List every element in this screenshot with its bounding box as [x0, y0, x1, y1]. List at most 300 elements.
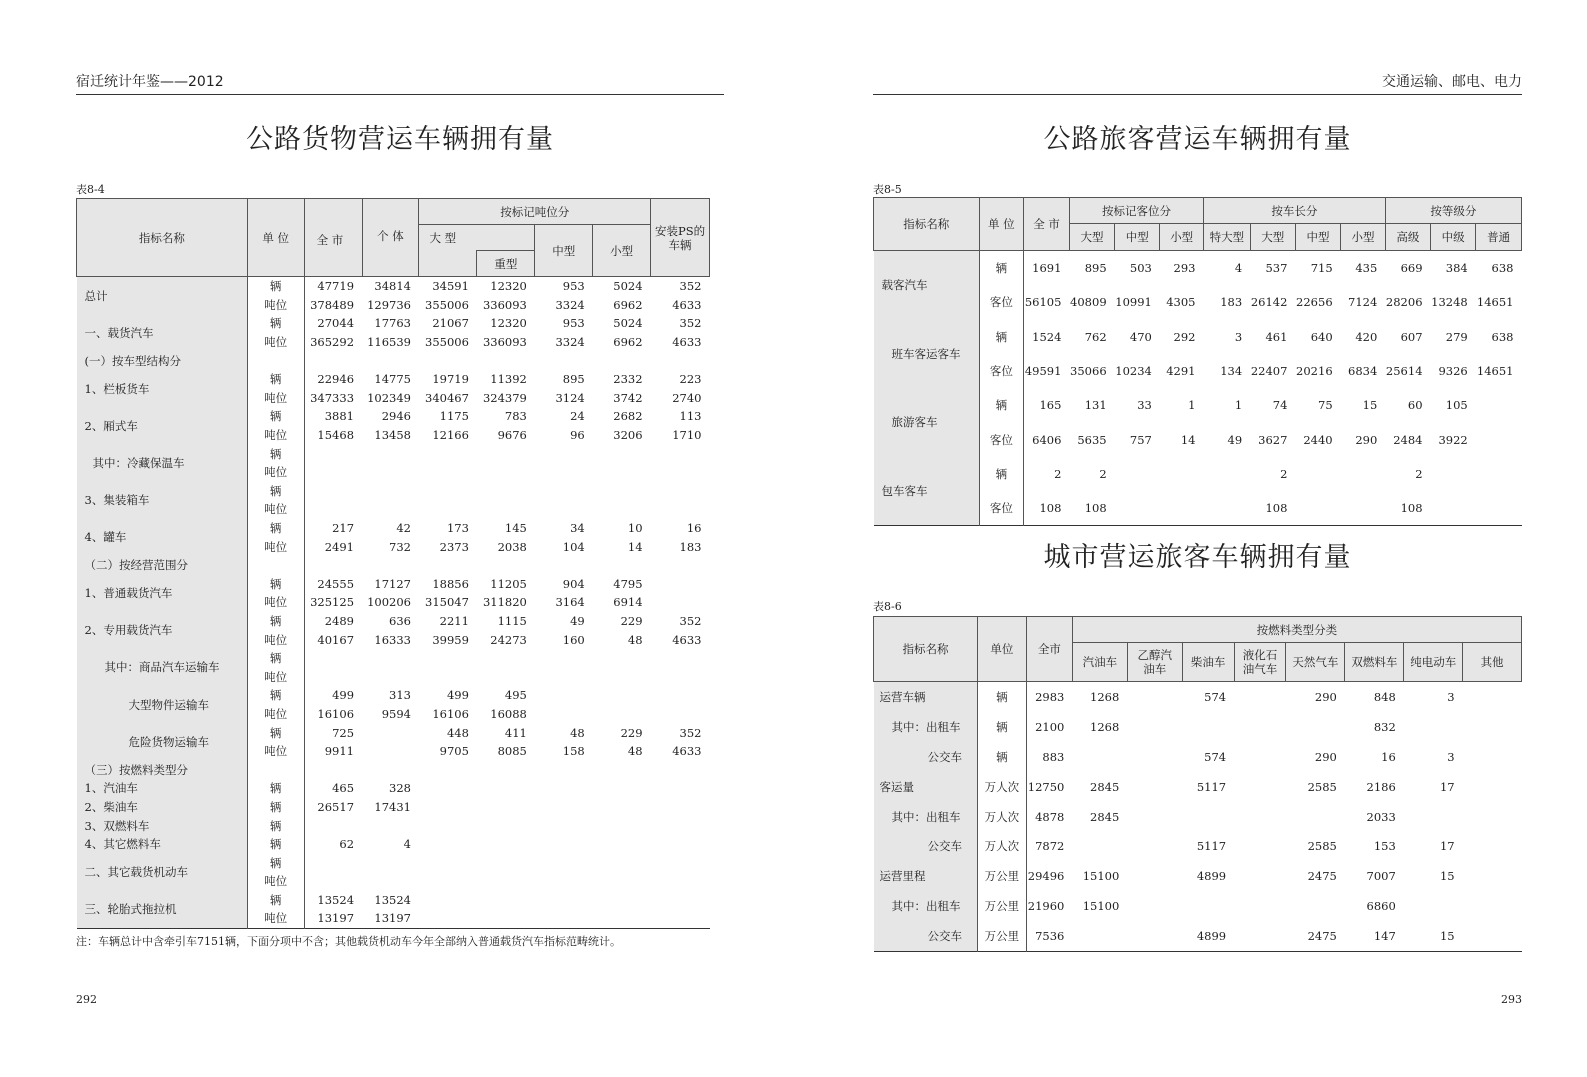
value-cell: [651, 351, 710, 370]
value-cell: 40809: [1070, 295, 1107, 310]
value-cell: 229: [620, 613, 643, 628]
value-cell: [593, 444, 651, 463]
value-cell: 21067: [432, 316, 469, 331]
value-cell: 13197: [374, 911, 411, 926]
value-cell: 411: [504, 725, 527, 740]
value-cell: [477, 649, 535, 668]
row-unit: 辆: [247, 370, 304, 389]
value-cell: 2186: [1366, 779, 1396, 794]
row-name: 2、柴油车: [77, 798, 248, 817]
value-cell: [419, 891, 477, 910]
value-cell: [535, 649, 593, 668]
value-cell: 22407: [1250, 364, 1288, 379]
value-cell: 420: [1355, 329, 1378, 344]
t6-subheader: 天然气车: [1286, 643, 1345, 682]
value-cell: 1: [1234, 398, 1243, 413]
value-cell: 14651: [1476, 295, 1514, 310]
value-cell: [304, 649, 362, 668]
value-cell: 4: [1234, 261, 1243, 276]
table-row: [77, 816, 710, 835]
value-cell: 355006: [425, 297, 469, 312]
table-row: [77, 370, 710, 389]
value-cell: 5117: [1196, 839, 1227, 854]
row-unit: 辆: [247, 816, 304, 835]
value-cell: 75: [1318, 398, 1333, 413]
value-cell: [1234, 772, 1286, 802]
value-cell: 2: [1054, 466, 1062, 481]
row-unit: 吨位: [247, 872, 304, 891]
value-cell: 100206: [367, 595, 411, 610]
row-name: （二）按经营范围分: [77, 556, 248, 575]
value-cell: [535, 816, 593, 835]
value-cell: 324379: [482, 390, 527, 405]
row-unit: 吨位: [247, 333, 304, 352]
value-cell: [1404, 802, 1463, 832]
value-cell: [1463, 802, 1522, 832]
value-cell: 2491: [324, 539, 355, 554]
value-cell: 4633: [672, 335, 702, 350]
value-cell: [1115, 491, 1160, 526]
table-id-8-5: 表8-5: [873, 183, 902, 196]
value-cell: [304, 872, 362, 891]
value-cell: 17431: [374, 799, 411, 814]
value-cell: 2373: [439, 539, 469, 554]
value-cell: 4633: [672, 297, 702, 312]
table-row: [77, 723, 710, 742]
value-cell: 465: [332, 781, 355, 796]
value-cell: 16106: [432, 706, 469, 721]
value-cell: 293: [1173, 261, 1196, 276]
header-name: 指标名称: [77, 199, 248, 277]
value-cell: [535, 798, 593, 817]
value-cell: 9326: [1438, 364, 1468, 379]
value-cell: [304, 482, 362, 501]
table-row: [77, 835, 710, 854]
value-cell: 35066: [1070, 364, 1107, 379]
row-name: 其中：出租车: [874, 802, 978, 832]
value-cell: 14775: [374, 372, 411, 387]
value-cell: [593, 705, 651, 724]
value-cell: 217: [332, 521, 355, 536]
value-cell: [477, 444, 535, 463]
value-cell: [1341, 491, 1386, 526]
value-cell: [651, 686, 710, 705]
row-name: 总计: [77, 277, 248, 315]
value-cell: 5117: [1196, 779, 1227, 794]
value-cell: 48: [627, 744, 643, 759]
value-cell: [419, 760, 477, 779]
row-unit: 客位: [979, 285, 1024, 319]
value-cell: [593, 667, 651, 686]
row-unit: 吨位: [247, 296, 304, 315]
header-individual: 个 体: [362, 225, 419, 277]
value-cell: [362, 556, 419, 575]
value-cell: 3124: [555, 390, 585, 405]
row-name: 一、载货汽车: [77, 314, 248, 351]
value-cell: 13197: [317, 911, 355, 926]
value-cell: [362, 742, 419, 761]
value-cell: 2845: [1090, 809, 1120, 824]
value-cell: 49: [1227, 432, 1243, 447]
t5-subheader: 大型: [1069, 224, 1114, 251]
footnote: 注：车辆总计中含牵引车7151辆，下面分项中不含；其他载货机动车今年全部纳入普通载货汽车指标范畴统计。: [76, 935, 621, 948]
row-unit: 辆: [977, 712, 1026, 742]
value-cell: [1286, 712, 1345, 742]
value-cell: 12750: [1027, 779, 1065, 794]
value-cell: 2845: [1090, 779, 1120, 794]
value-cell: [651, 667, 710, 686]
t5-subheader: 小型: [1160, 224, 1204, 251]
value-cell: 378489: [310, 297, 355, 312]
value-cell: 10991: [1115, 295, 1152, 310]
value-cell: 1115: [497, 613, 527, 628]
value-cell: 448: [446, 725, 469, 740]
row-unit: 辆: [979, 320, 1024, 354]
value-cell: [1127, 742, 1182, 772]
value-cell: [1476, 491, 1522, 526]
row-unit: 辆: [979, 388, 1024, 422]
value-cell: 33: [1137, 398, 1152, 413]
value-cell: 783: [504, 409, 527, 424]
row-unit: 万公里: [977, 891, 1026, 921]
passenger-vehicle-table: [873, 197, 1522, 526]
value-cell: [1234, 682, 1286, 712]
value-cell: 832: [1373, 719, 1396, 734]
value-cell: 7007: [1366, 869, 1396, 884]
row-unit: 吨位: [247, 667, 304, 686]
value-cell: [1234, 891, 1286, 921]
value-cell: 26142: [1250, 295, 1288, 310]
value-cell: [419, 853, 477, 872]
value-cell: [477, 351, 535, 370]
value-cell: 6834: [1348, 364, 1378, 379]
header-large: 大 型: [419, 225, 535, 251]
t5-subheader: 高级: [1385, 224, 1430, 251]
value-cell: 5024: [613, 316, 643, 331]
value-cell: 3206: [613, 428, 643, 443]
t5-subheader: 大型: [1250, 224, 1295, 251]
value-cell: [419, 667, 477, 686]
value-cell: [535, 779, 593, 798]
value-cell: 3: [1234, 329, 1243, 344]
value-cell: 4305: [1166, 295, 1196, 310]
value-cell: [304, 853, 362, 872]
value-cell: 2484: [1393, 432, 1423, 447]
value-cell: [1234, 921, 1286, 951]
value-cell: 953: [562, 279, 585, 294]
value-cell: 290: [1314, 689, 1337, 704]
value-cell: 102349: [367, 390, 411, 405]
table-row: [874, 712, 1522, 742]
row-name: 三、轮胎式拖拉机: [77, 891, 248, 929]
t6-subheader: 其他: [1463, 643, 1522, 682]
value-cell: [535, 482, 593, 501]
value-cell: 13524: [317, 892, 355, 907]
value-cell: 9705: [439, 744, 469, 759]
value-cell: 6962: [613, 297, 643, 312]
value-cell: [1182, 802, 1234, 832]
value-cell: 15: [1439, 869, 1455, 884]
value-cell: 16106: [317, 706, 355, 721]
value-cell: [535, 463, 593, 482]
value-cell: [651, 853, 710, 872]
value-cell: [362, 816, 419, 835]
row-unit: 万人次: [977, 772, 1026, 802]
running-header: [76, 72, 724, 95]
value-cell: 60: [1407, 398, 1423, 413]
value-cell: 16: [1381, 749, 1396, 764]
row-name: (一）按车型结构分: [77, 351, 248, 370]
value-cell: [1463, 921, 1522, 951]
t5-header-by-seats: 按标记客位分: [1069, 198, 1203, 224]
value-cell: 328: [389, 781, 411, 796]
value-cell: [1476, 388, 1522, 422]
value-cell: 25614: [1385, 364, 1423, 379]
value-cell: 461: [1265, 329, 1288, 344]
value-cell: [304, 500, 362, 519]
value-cell: 5635: [1077, 432, 1107, 447]
row-unit: 吨位: [247, 742, 304, 761]
value-cell: 13458: [374, 428, 411, 443]
value-cell: 13524: [374, 892, 411, 907]
value-cell: [362, 649, 419, 668]
row-unit: 客位: [979, 354, 1024, 388]
value-cell: 15: [1439, 929, 1455, 944]
value-cell: [362, 872, 419, 891]
row-name: 大型物件运输车: [77, 686, 248, 723]
value-cell: [1341, 457, 1386, 491]
row-unit: 辆: [247, 891, 304, 910]
value-cell: 669: [1400, 261, 1423, 276]
value-cell: 108: [1084, 501, 1107, 516]
value-cell: 15100: [1082, 869, 1120, 884]
value-cell: [535, 909, 593, 928]
row-unit: 吨位: [247, 463, 304, 482]
left-page: [76, 0, 724, 1077]
value-cell: 2038: [497, 539, 527, 554]
value-cell: [651, 798, 710, 817]
t6-subheader: 汽油车: [1072, 643, 1127, 682]
value-cell: 223: [679, 372, 702, 387]
value-cell: 384: [1445, 261, 1468, 276]
value-cell: [1476, 457, 1522, 491]
value-cell: 183: [679, 539, 702, 554]
freight-vehicle-table: [76, 198, 710, 929]
value-cell: 17127: [374, 576, 411, 591]
value-cell: [304, 463, 362, 482]
row-unit: 辆: [247, 575, 304, 594]
value-cell: [651, 909, 710, 928]
value-cell: 28206: [1385, 295, 1423, 310]
value-cell: [1204, 491, 1251, 526]
table-row: [77, 519, 710, 538]
value-cell: [477, 463, 535, 482]
value-cell: [1431, 457, 1476, 491]
value-cell: [651, 705, 710, 724]
value-cell: 22656: [1296, 295, 1333, 310]
value-cell: 42: [396, 521, 411, 536]
table-row: [77, 612, 710, 631]
value-cell: 12166: [432, 428, 469, 443]
value-cell: 14: [627, 539, 643, 554]
value-cell: 145: [504, 521, 527, 536]
value-cell: 158: [562, 744, 585, 759]
value-cell: [593, 816, 651, 835]
value-cell: [362, 667, 419, 686]
value-cell: [1127, 861, 1182, 891]
value-cell: 757: [1129, 432, 1152, 447]
value-cell: 2585: [1307, 779, 1337, 794]
value-cell: 895: [1084, 261, 1107, 276]
table-row: [874, 861, 1522, 891]
value-cell: [1234, 831, 1286, 861]
value-cell: [651, 575, 710, 594]
row-unit: 辆: [979, 457, 1024, 491]
value-cell: 2489: [324, 613, 355, 628]
value-cell: 7124: [1348, 295, 1378, 310]
value-cell: [1182, 712, 1234, 742]
value-cell: [651, 593, 710, 612]
t5-subheader: 中型: [1295, 224, 1340, 251]
t5-header-by-length: 按车长分: [1204, 198, 1386, 224]
value-cell: 732: [389, 539, 411, 554]
value-cell: 3324: [555, 335, 585, 350]
value-cell: [419, 500, 477, 519]
value-cell: 336093: [482, 335, 527, 350]
value-cell: [1463, 742, 1522, 772]
row-name: 2、厢式车: [77, 407, 248, 444]
value-cell: 1175: [439, 409, 469, 424]
value-cell: 34: [570, 521, 585, 536]
row-name: 危险货物运输车: [77, 723, 248, 760]
t6-subheader: 纯电动车: [1404, 643, 1463, 682]
header-small: 小型: [593, 225, 651, 277]
value-cell: 96: [570, 428, 585, 443]
value-cell: [1072, 921, 1127, 951]
value-cell: [362, 463, 419, 482]
value-cell: [651, 556, 710, 575]
value-cell: 108: [1265, 501, 1288, 516]
value-cell: 229: [620, 725, 643, 740]
row-unit: 辆: [247, 519, 304, 538]
value-cell: 495: [504, 688, 527, 703]
value-cell: 6962: [613, 335, 643, 350]
row-name: 运营里程: [874, 861, 978, 891]
running-header: [873, 72, 1522, 95]
value-cell: [304, 351, 362, 370]
row-unit: 辆: [247, 723, 304, 742]
value-cell: 290: [1355, 432, 1378, 447]
value-cell: [1127, 712, 1182, 742]
value-cell: [535, 667, 593, 686]
row-unit: 辆: [247, 407, 304, 426]
table-row: [874, 251, 1522, 286]
value-cell: 48: [570, 725, 585, 740]
table-row: [77, 686, 710, 705]
value-cell: [1127, 802, 1182, 832]
value-cell: [419, 798, 477, 817]
row-unit: 万人次: [977, 831, 1026, 861]
table-row: [77, 853, 710, 872]
value-cell: [304, 816, 362, 835]
value-cell: 6914: [613, 595, 643, 610]
value-cell: 9594: [381, 706, 411, 721]
row-name: 其中：出租车: [874, 712, 978, 742]
value-cell: 34814: [374, 279, 411, 294]
row-unit: [247, 760, 304, 779]
value-cell: 6860: [1366, 899, 1396, 914]
value-cell: 104: [562, 539, 585, 554]
row-name: 3、集装箱车: [77, 482, 248, 519]
value-cell: 537: [1265, 261, 1288, 276]
t6-subheader: 液化石油气车: [1234, 643, 1286, 682]
value-cell: [593, 351, 651, 370]
value-cell: 129736: [367, 297, 411, 312]
value-cell: 352: [679, 725, 702, 740]
value-cell: 15468: [317, 428, 355, 443]
value-cell: 108: [1400, 501, 1423, 516]
table-row: [874, 742, 1522, 772]
value-cell: [1463, 891, 1522, 921]
table-row: [77, 649, 710, 668]
value-cell: [535, 444, 593, 463]
value-cell: [593, 779, 651, 798]
value-cell: 12320: [490, 279, 527, 294]
value-cell: 3164: [555, 595, 585, 610]
value-cell: 2682: [613, 409, 643, 424]
value-cell: 848: [1373, 689, 1396, 704]
row-unit: 辆: [977, 682, 1026, 712]
t6-header-name: 指标名称: [874, 617, 978, 682]
value-cell: [1182, 891, 1234, 921]
value-cell: 352: [679, 279, 702, 294]
table-row: [874, 772, 1522, 802]
value-cell: [477, 835, 535, 854]
value-cell: [362, 444, 419, 463]
value-cell: 183: [1220, 295, 1243, 310]
value-cell: [419, 779, 477, 798]
value-cell: [535, 705, 593, 724]
value-cell: [1404, 891, 1463, 921]
value-cell: [477, 853, 535, 872]
value-cell: 4: [403, 837, 411, 852]
row-unit: 客位: [979, 422, 1024, 456]
value-cell: [651, 649, 710, 668]
value-cell: [535, 686, 593, 705]
value-cell: [477, 667, 535, 686]
value-cell: 39959: [432, 632, 469, 647]
row-name: 1、汽油车: [77, 779, 248, 798]
value-cell: [1127, 891, 1182, 921]
row-name: （三）按燃料类型分: [77, 760, 248, 779]
row-unit: 辆: [247, 444, 304, 463]
t5-header-name: 指标名称: [874, 198, 980, 251]
row-unit: 万公里: [977, 921, 1026, 951]
header-city: 全 市: [304, 199, 362, 277]
value-cell: 48: [627, 632, 643, 647]
value-cell: [1431, 491, 1476, 526]
value-cell: [1295, 457, 1340, 491]
value-cell: 9911: [324, 744, 355, 759]
row-unit: 辆: [247, 835, 304, 854]
value-cell: [651, 891, 710, 910]
value-cell: 74: [1272, 398, 1288, 413]
value-cell: [593, 798, 651, 817]
value-cell: 290: [1314, 749, 1337, 764]
row-unit: 万人次: [977, 802, 1026, 832]
value-cell: 16: [686, 521, 702, 536]
value-cell: 18856: [432, 576, 469, 591]
